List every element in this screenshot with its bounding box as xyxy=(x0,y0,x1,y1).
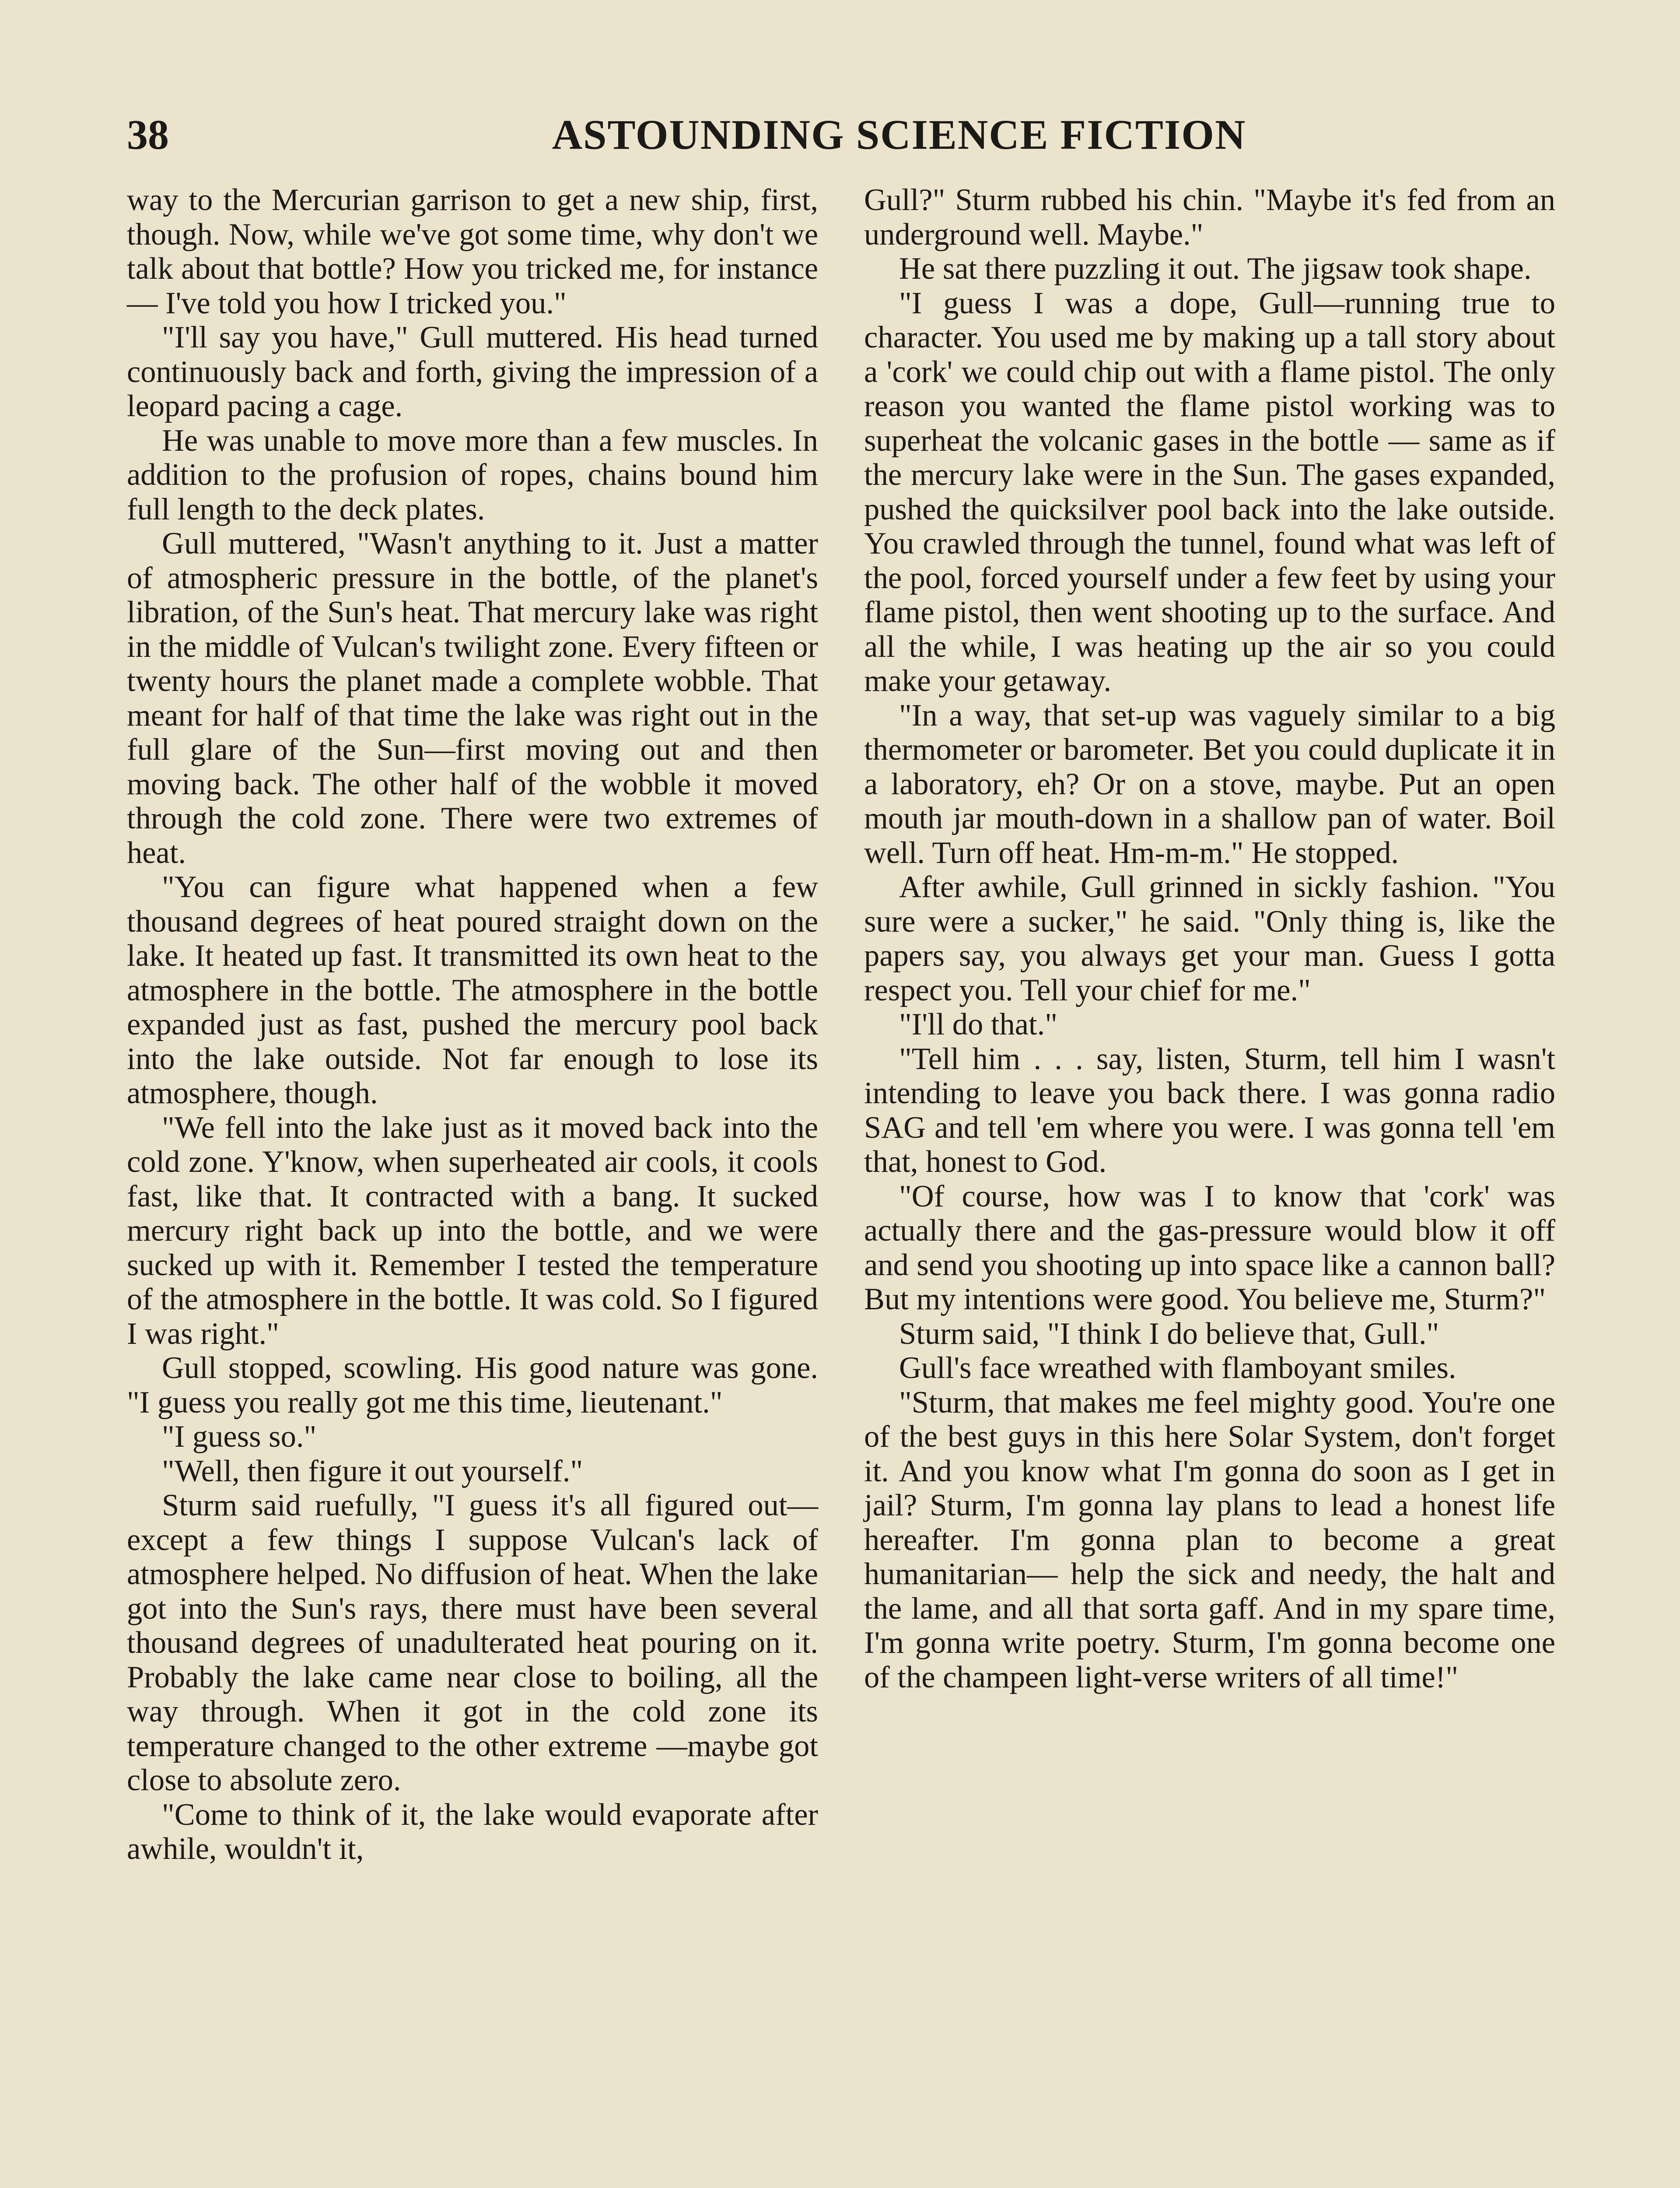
paragraph: "Well, then figure it out yourself." xyxy=(162,1454,583,1488)
page-header xyxy=(127,104,1562,165)
paragraph: "In a way, that set-up was vaguely similar to a big thermometer or barometer. Bet you could duplicate it in a laboratory, eh? Or on a stove, maybe. Put an open mouth jar mouth-down in a shallow pan of water. Boil well. Turn off heat. Hm-m-m." He stopped. xyxy=(864,698,1555,870)
paragraph: Sturm said ruefully, "I guess it's all figured out—except a few things I suppose Vulcan's lack of atmosphere helped. No diffusion of heat. When the lake got into the Sun's rays, there must have been several thousand degrees of unadulterated heat pouring on it. Probably the lake came near close to boiling, all the way through. When it got in the cold zone its temperature changed to the other extreme —maybe got close to absolute zero. xyxy=(127,1488,818,1797)
paragraph: He was unable to move more than a few muscles. In addition to the profusion of ropes, chains bound him full length to the deck plates. xyxy=(127,423,818,526)
paragraph: "We fell into the lake just as it moved back into the cold zone. Y'know, when superheated air cools, it cools fast, like that. It contracted with a bang. It sucked mercury right back up into the bottle, and we were sucked up with it. Remember I tested the temperature of the atmosphere in the bottle. It was cold. So I figured I was right." xyxy=(127,1110,818,1351)
paragraph: After awhile, Gull grinned in sickly fashion. "You sure were a sucker," he said. "Only thing is, like the papers say, you always get your man. Guess I gotta respect you. Tell your chief for me." xyxy=(864,870,1555,1007)
running-title: ASTOUNDING SCIENCE FICTION xyxy=(552,111,1246,158)
paragraph: Gull stopped, scowling. His good nature was gone. "I guess you really got me this time, lieutenant." xyxy=(127,1351,818,1420)
right-column xyxy=(864,183,1555,1694)
left-column xyxy=(127,183,818,1866)
paragraph: Sturm said, "I think I do believe that, Gull." xyxy=(899,1316,1439,1351)
paragraph: way to the Mercurian garrison to get a new ship, first, though. Now, while we've got some time, why don't we talk about that bottle? How you tricked me, for instance— I've told you how I tricked you." xyxy=(127,183,818,320)
paragraph: "Sturm, that makes me feel mighty good. You're one of the best guys in this here Solar System, don't forget it. And you know what I'm gonna do soon as I get in jail? Sturm, I'm gonna lay plans to lead a honest life hereafter. I'm gonna plan to become a great humanitarian— help the sick and needy, the halt and the lame, and all that sorta gaff. And in my spare time, I'm gonna write poetry. Sturm, I'm gonna become one of the champeen light-verse writers of all time!" xyxy=(864,1385,1555,1694)
paragraph: "Tell him . . . say, listen, Sturm, tell him I wasn't intending to leave you back there. I was gonna radio SAG and tell 'em where you were. I was gonna tell 'em that, honest to God. xyxy=(864,1041,1555,1179)
paragraph: Gull?" Sturm rubbed his chin. "Maybe it's fed from an underground well. Maybe." xyxy=(864,183,1555,252)
paragraph: "I guess I was a dope, Gull—running true to character. You used me by making up a tall story about a 'cork' we could chip out with a flame pistol. The only reason you wanted the flame pistol working was to superheat the volcanic gases in the bottle — same as if the mercury lake were in the Sun. The gases expanded, pushed the quicksilver pool back into the lake outside. You crawled through the tunnel, found what was left of the pool, forced yourself under a few feet by using your flame pistol, then went shooting up to the surface. And all the while, I was heating up the air so you could make your getaway. xyxy=(864,286,1555,698)
paragraph: "You can figure what happened when a few thousand degrees of heat poured straight down on the lake. It heated up fast. It transmitted its own heat to the atmosphere in the bottle. The atmosphere in the bottle expanded just as fast, pushed the mercury pool back into the lake outside. Not far enough to lose its atmosphere, though. xyxy=(127,870,818,1110)
paragraph: "Come to think of it, the lake would evaporate after awhile, wouldn't it, xyxy=(127,1797,818,1866)
paragraph: "I'll say you have," Gull muttered. His head turned continuously back and forth, giving the impression of a leopard pacing a cage. xyxy=(127,320,818,423)
paragraph: He sat there puzzling it out. The jigsaw took shape. xyxy=(899,252,1532,286)
paragraph: "I'll do that." xyxy=(899,1007,1058,1041)
paragraph: Gull muttered, "Wasn't anything to it. Just a matter of atmospheric pressure in the bottle, of the planet's libration, of the Sun's heat. That mercury lake was right in the middle of Vulcan's twilight zone. Every fifteen or twenty hours the planet made a complete wobble. That meant for half of that time the lake was right out in the full glare of the Sun—first moving out and then moving back. The other half of the wobble it moved through the cold zone. There were two extremes of heat. xyxy=(127,526,818,870)
paragraph: "I guess so." xyxy=(162,1420,317,1454)
page-number: 38 xyxy=(127,111,169,158)
paragraph: "Of course, how was I to know that 'cork' was actually there and the gas-pressure would blow it off and send you shooting up into space like a cannon ball? But my intentions were good. You believe me, Sturm?" xyxy=(864,1179,1555,1316)
paragraph: Gull's face wreathed with flamboyant smiles. xyxy=(899,1351,1456,1385)
